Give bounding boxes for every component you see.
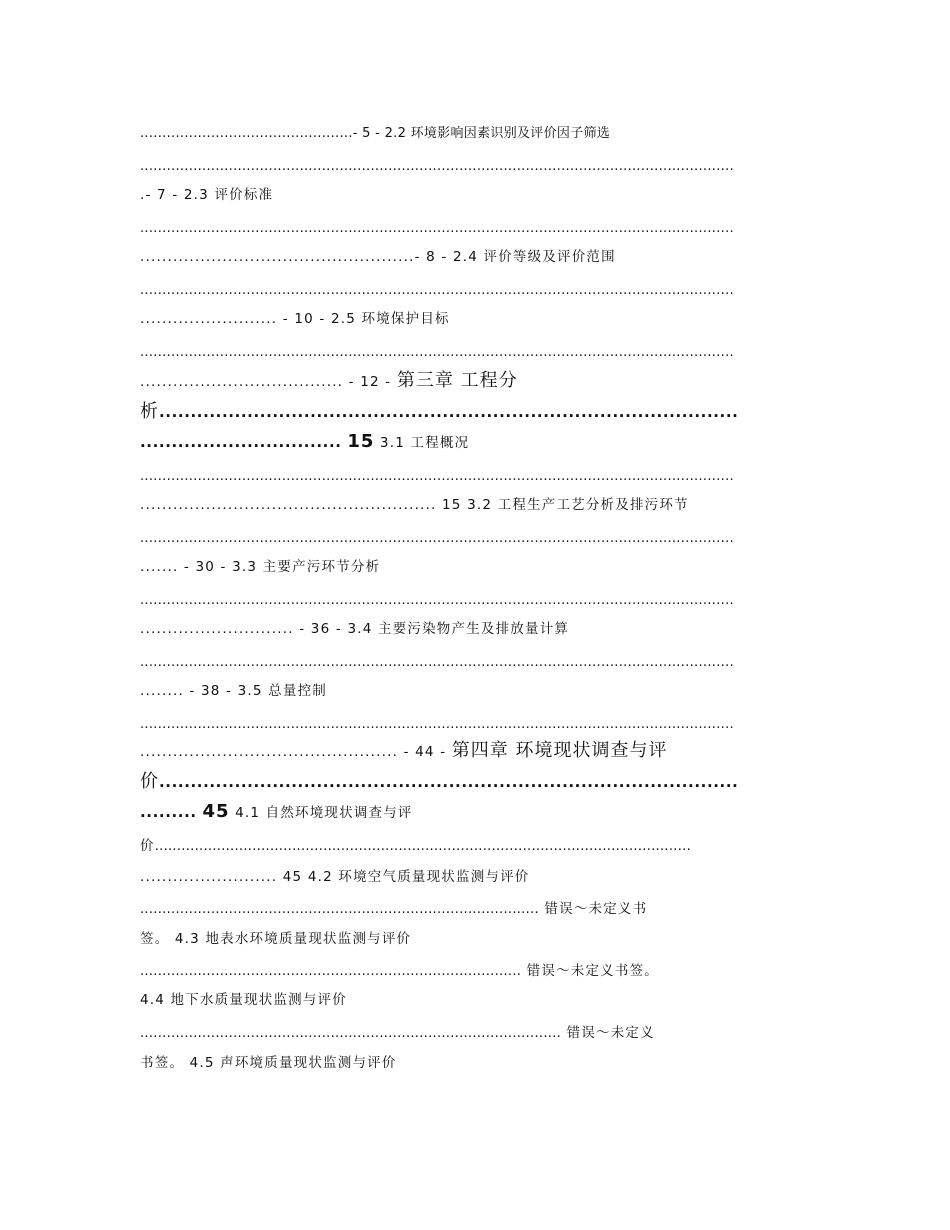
toc-line: ............................................................................................... 错误～未定义 xyxy=(140,1025,655,1041)
toc-line: ............................ - 36 - 3.4 主要污染物产生及排放量计算 xyxy=(140,621,570,637)
toc-line: ...................................................................................... 错误～未定义书签。 xyxy=(140,963,659,979)
toc-line: ................................ 15 3.1 工程概况 xyxy=(140,431,470,452)
toc-dot-leader: ...................................................................................................................................... xyxy=(140,717,734,732)
toc-line: ................................................- 5 - 2.2 环境影响因素识别及评价因子筛选 xyxy=(140,126,611,141)
toc-dot-leader: ...................................................................................................................................... xyxy=(140,469,734,484)
toc-line: ........ - 38 - 3.5 总量控制 xyxy=(140,683,327,699)
toc-line: 价......................................................................................................................... xyxy=(140,838,692,854)
toc-line: ..................................... - 12 - 第三章 工程分 xyxy=(140,370,518,391)
toc-line: ....... - 30 - 3.3 主要产污环节分析 xyxy=(140,559,381,575)
toc-line: .......................................................................................... 错误～未定义书 xyxy=(140,901,648,917)
toc-dot-leader: ...................................................................................................................................... xyxy=(140,283,734,298)
toc-line: 4.4 地下水质量现状监测与评价 xyxy=(140,992,347,1008)
chapter-4-heading: 第四章 环境现状调查与评 xyxy=(451,740,668,761)
toc-line: ......................... - 10 - 2.5 环境保护目标 xyxy=(140,311,450,327)
chapter-3-heading: 第三章 工程分 xyxy=(396,370,518,391)
toc-line: ......... 45 4.1 自然环境现状调查与评 xyxy=(140,801,413,822)
toc-line: .- 7 - 2.3 评价标准 xyxy=(140,187,274,203)
chapter-3-page: 15 xyxy=(347,431,375,452)
toc-dot-leader: ...................................................................................................................................... xyxy=(140,159,734,174)
toc-line: 析............................................................................................ xyxy=(140,401,739,422)
chapter-4-page: 45 xyxy=(202,801,230,822)
toc-line: 价............................................................................................ xyxy=(140,771,739,792)
error-ref: 错误～未定义 xyxy=(561,1025,655,1041)
error-ref: 错误～未定义书 xyxy=(538,901,648,917)
toc-line: ............................................... - 44 - 第四章 环境现状调查与评 xyxy=(140,740,668,761)
toc-line: ...................................................... 15 3.2 工程生产工艺分析及排污环节 xyxy=(140,497,689,513)
toc-dot-leader: ...................................................................................................................................... xyxy=(140,593,734,608)
toc-dot-leader: ...................................................................................................................................... xyxy=(140,655,734,670)
toc-line: ......................... 45 4.2 环境空气质量现状监测与评价 xyxy=(140,869,530,885)
error-ref: 错误～未定义书签。 xyxy=(521,963,659,979)
toc-line: 签。 4.3 地表水环境质量现状监测与评价 xyxy=(140,931,412,947)
toc-line: 书签。 4.5 声环境质量现状监测与评价 xyxy=(140,1055,397,1071)
toc-dot-leader: ...................................................................................................................................... xyxy=(140,221,734,236)
toc-dot-leader: ...................................................................................................................................... xyxy=(140,345,734,360)
toc-line: ..................................................- 8 - 2.4 评价等级及评价范围 xyxy=(140,249,616,265)
toc-dot-leader: ...................................................................................................................................... xyxy=(140,531,734,546)
